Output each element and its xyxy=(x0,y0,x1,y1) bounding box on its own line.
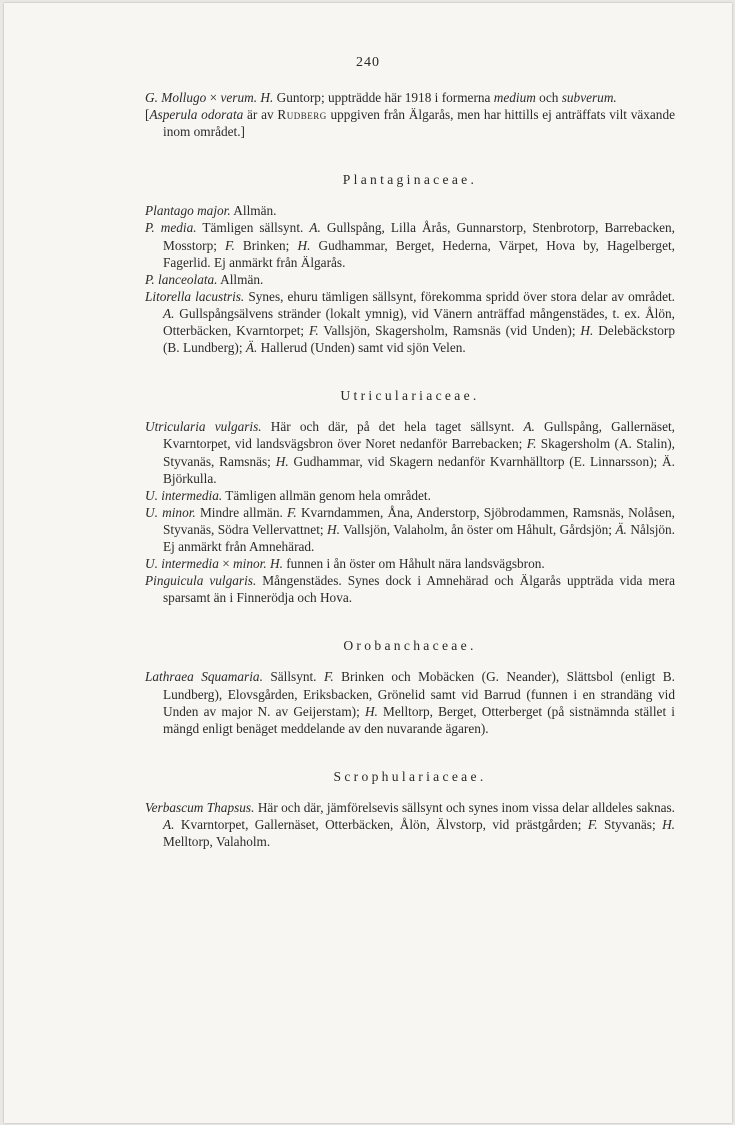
italic-name: U. intermedia xyxy=(145,556,219,572)
italic-name: Ä. xyxy=(245,340,258,356)
species-entry xyxy=(145,487,675,504)
entry-text: Brinken och Mobäcken (G. Neander), Slättsbol (enligt B. Lundberg), Elovsgården, Eriksbacken, Grönelid samt vid Barrud (funnen i en strandäng vid Unden av major N. av Geijerstam); xyxy=(163,669,675,719)
italic-name: Plantago major. xyxy=(145,203,231,219)
species-entry xyxy=(145,106,675,140)
entry-text: Tämligen sällsynt. xyxy=(196,220,310,236)
entry-text: och xyxy=(535,90,562,105)
entry-text: funnen i ån öster om Håhult nära landsvägsbron. xyxy=(282,556,545,572)
italic-name: H. xyxy=(269,556,283,572)
entry-text: Sällsynt. xyxy=(262,669,324,685)
book-page xyxy=(4,3,732,1123)
italic-name: H. xyxy=(275,453,289,469)
entry-text: Gudhammar, Berget, Hederna, Värpet, Hova by, Hagelberget, Fagerlid. Ej anmärkt från Älgarås. xyxy=(163,237,675,270)
species-entry xyxy=(145,668,675,736)
italic-name: Pinguicula vulgaris. xyxy=(145,573,257,589)
author-name: Rudberg xyxy=(277,107,327,123)
family-heading: Utriculariaceae. xyxy=(340,388,480,404)
italic-name: Asperula odorata xyxy=(149,107,244,123)
italic-name: F. xyxy=(587,817,598,832)
italic-name: P. media. xyxy=(145,220,197,236)
italic-name: Lathraea Squamaria. xyxy=(145,669,263,685)
italic-name: F. xyxy=(225,237,235,253)
italic-name: F. xyxy=(323,669,334,685)
entry-text: Kvarndammen, Åna, Anderstorp, Sjöbrodammen, Ramsnäs, Nolåsen, Styvanäs, Södra Vellervattnet; xyxy=(163,504,676,537)
entry-text: Melltorp, Valaholm. xyxy=(163,834,271,850)
italic-name: Ä. xyxy=(615,521,627,537)
italic-name: A. xyxy=(163,305,175,321)
italic-name: U. intermedia. xyxy=(145,487,223,503)
family-heading: Plantaginaceae. xyxy=(342,172,478,188)
species-entry xyxy=(145,555,675,572)
species-entry xyxy=(145,202,675,219)
italic-name: H. xyxy=(260,90,274,105)
species-entry xyxy=(145,219,675,270)
entry-text: uppgiven från Älgarås, men har hittills ej anträffats vilt växande inom området.] xyxy=(163,107,675,140)
species-entry xyxy=(145,271,675,288)
italic-name: H. xyxy=(327,521,340,537)
entry-text: Hallerud (Unden) samt vid sjön Velen. xyxy=(257,340,466,356)
entry-text: × xyxy=(206,90,221,105)
page-text xyxy=(145,89,675,850)
entry-text: Allmän. xyxy=(230,203,277,219)
italic-name: minor. xyxy=(233,556,267,572)
entry-text: Guntorp; uppträdde här 1918 i formerna xyxy=(273,90,494,105)
entry-text: Gullspångsälvens stränder (lokalt ymnig), vid Vänern anträffad mångenstädes, t. ex. Ålön, Otterbäcken, Kvarntorpet; xyxy=(163,305,675,339)
italic-name: F. xyxy=(308,323,319,339)
italic-name: A. xyxy=(309,220,321,236)
entry-text: Nålsjön. Ej anmärkt från Amnehärad. xyxy=(163,521,676,554)
entry-text: Allmän. xyxy=(217,271,264,287)
entry-text: Delebäckstorp (B. Lundberg); xyxy=(163,323,675,356)
italic-name: A. xyxy=(523,419,535,435)
entry-text: Här och där, jämförelsevis sällsynt och synes inom vissa delar alldeles saknas. xyxy=(254,799,675,815)
entry-text: Tämligen allmän genom hela området. xyxy=(222,487,431,503)
italic-name: verum. xyxy=(220,90,258,105)
entry-text: Gullspång, Gallernäset, Kvarntorpet, vid landsvägsbron över Noret nedanför Barrebacken; xyxy=(163,419,676,452)
entry-text: Skagersholm (A. Stalin), Styvanäs, Ramsnäs; xyxy=(163,436,675,469)
italic-name: H. xyxy=(364,703,378,719)
family-heading: Orobanchaceae. xyxy=(343,638,477,654)
italic-name: A. xyxy=(163,817,175,832)
italic-name: H. xyxy=(662,817,675,832)
entry-text: Gullspång, Lilla Årås, Gunnarstorp, Stenbrotorp, Barrebacken, Mosstorp; xyxy=(163,220,675,253)
page-number: 240 xyxy=(356,55,380,70)
italic-name: F. xyxy=(526,436,537,452)
entry-text: × xyxy=(218,556,234,572)
entry-text: Vallsjön, Valaholm, ån öster om Håhult, Gårdsjön; xyxy=(339,521,616,537)
entry-text: Brinken; xyxy=(234,237,298,253)
entry-text: Vallsjön, Skagersholm, Ramsnäs (vid Unden); xyxy=(318,323,581,339)
italic-name: G. Mollugo xyxy=(145,90,207,105)
species-entry xyxy=(145,799,675,850)
entry-text: Kvarntorpet, Gallernäset, Otterbäcken, Ålön, Älvstorp, vid prästgården; xyxy=(174,817,588,832)
italic-name: Litorella lacustris. xyxy=(145,288,245,304)
entry-text: Gudhammar, vid Skagern nedanför Kvarnhälltorp (E. Linnarsson); Ä. Björkulla. xyxy=(163,453,675,486)
italic-name: H. xyxy=(580,323,594,339)
family-heading: Scrophulariaceae. xyxy=(333,768,487,784)
species-entry xyxy=(145,418,675,486)
species-entry xyxy=(145,572,675,606)
italic-name: subverum. xyxy=(561,90,617,105)
entry-text: Melltorp, Berget, Otterberget (på sistnämnda stället i mängd enligt benäget meddelande av den nuvarande ägaren). xyxy=(163,703,675,736)
italic-name: P. lanceolata. xyxy=(145,271,218,287)
entry-text: Styvanäs; xyxy=(597,817,663,832)
entry-text: Mindre allmän. xyxy=(195,504,288,520)
entry-text: Här och där, på det hela taget sällsynt. xyxy=(261,419,524,435)
species-entry xyxy=(145,288,675,356)
italic-name: medium xyxy=(493,90,536,105)
entry-text: Mångenstädes. Synes dock i Amnehärad och Älgarås uppträda vida mera sparsamt än i Finnerödja och Hova. xyxy=(163,573,675,606)
entry-text: är av xyxy=(243,107,278,123)
entry-text: [ xyxy=(145,107,150,123)
italic-name: F. xyxy=(287,504,297,520)
italic-name: Verbascum Thapsus. xyxy=(145,799,255,815)
italic-name: H. xyxy=(297,237,311,253)
species-entry xyxy=(145,89,675,106)
entry-text: Synes, ehuru tämligen sällsynt, förekomma spridd över stora delar av området. xyxy=(244,288,675,304)
species-entry xyxy=(145,504,675,555)
italic-name: U. minor. xyxy=(145,504,196,520)
italic-name: Utricularia vulgaris. xyxy=(145,419,262,435)
